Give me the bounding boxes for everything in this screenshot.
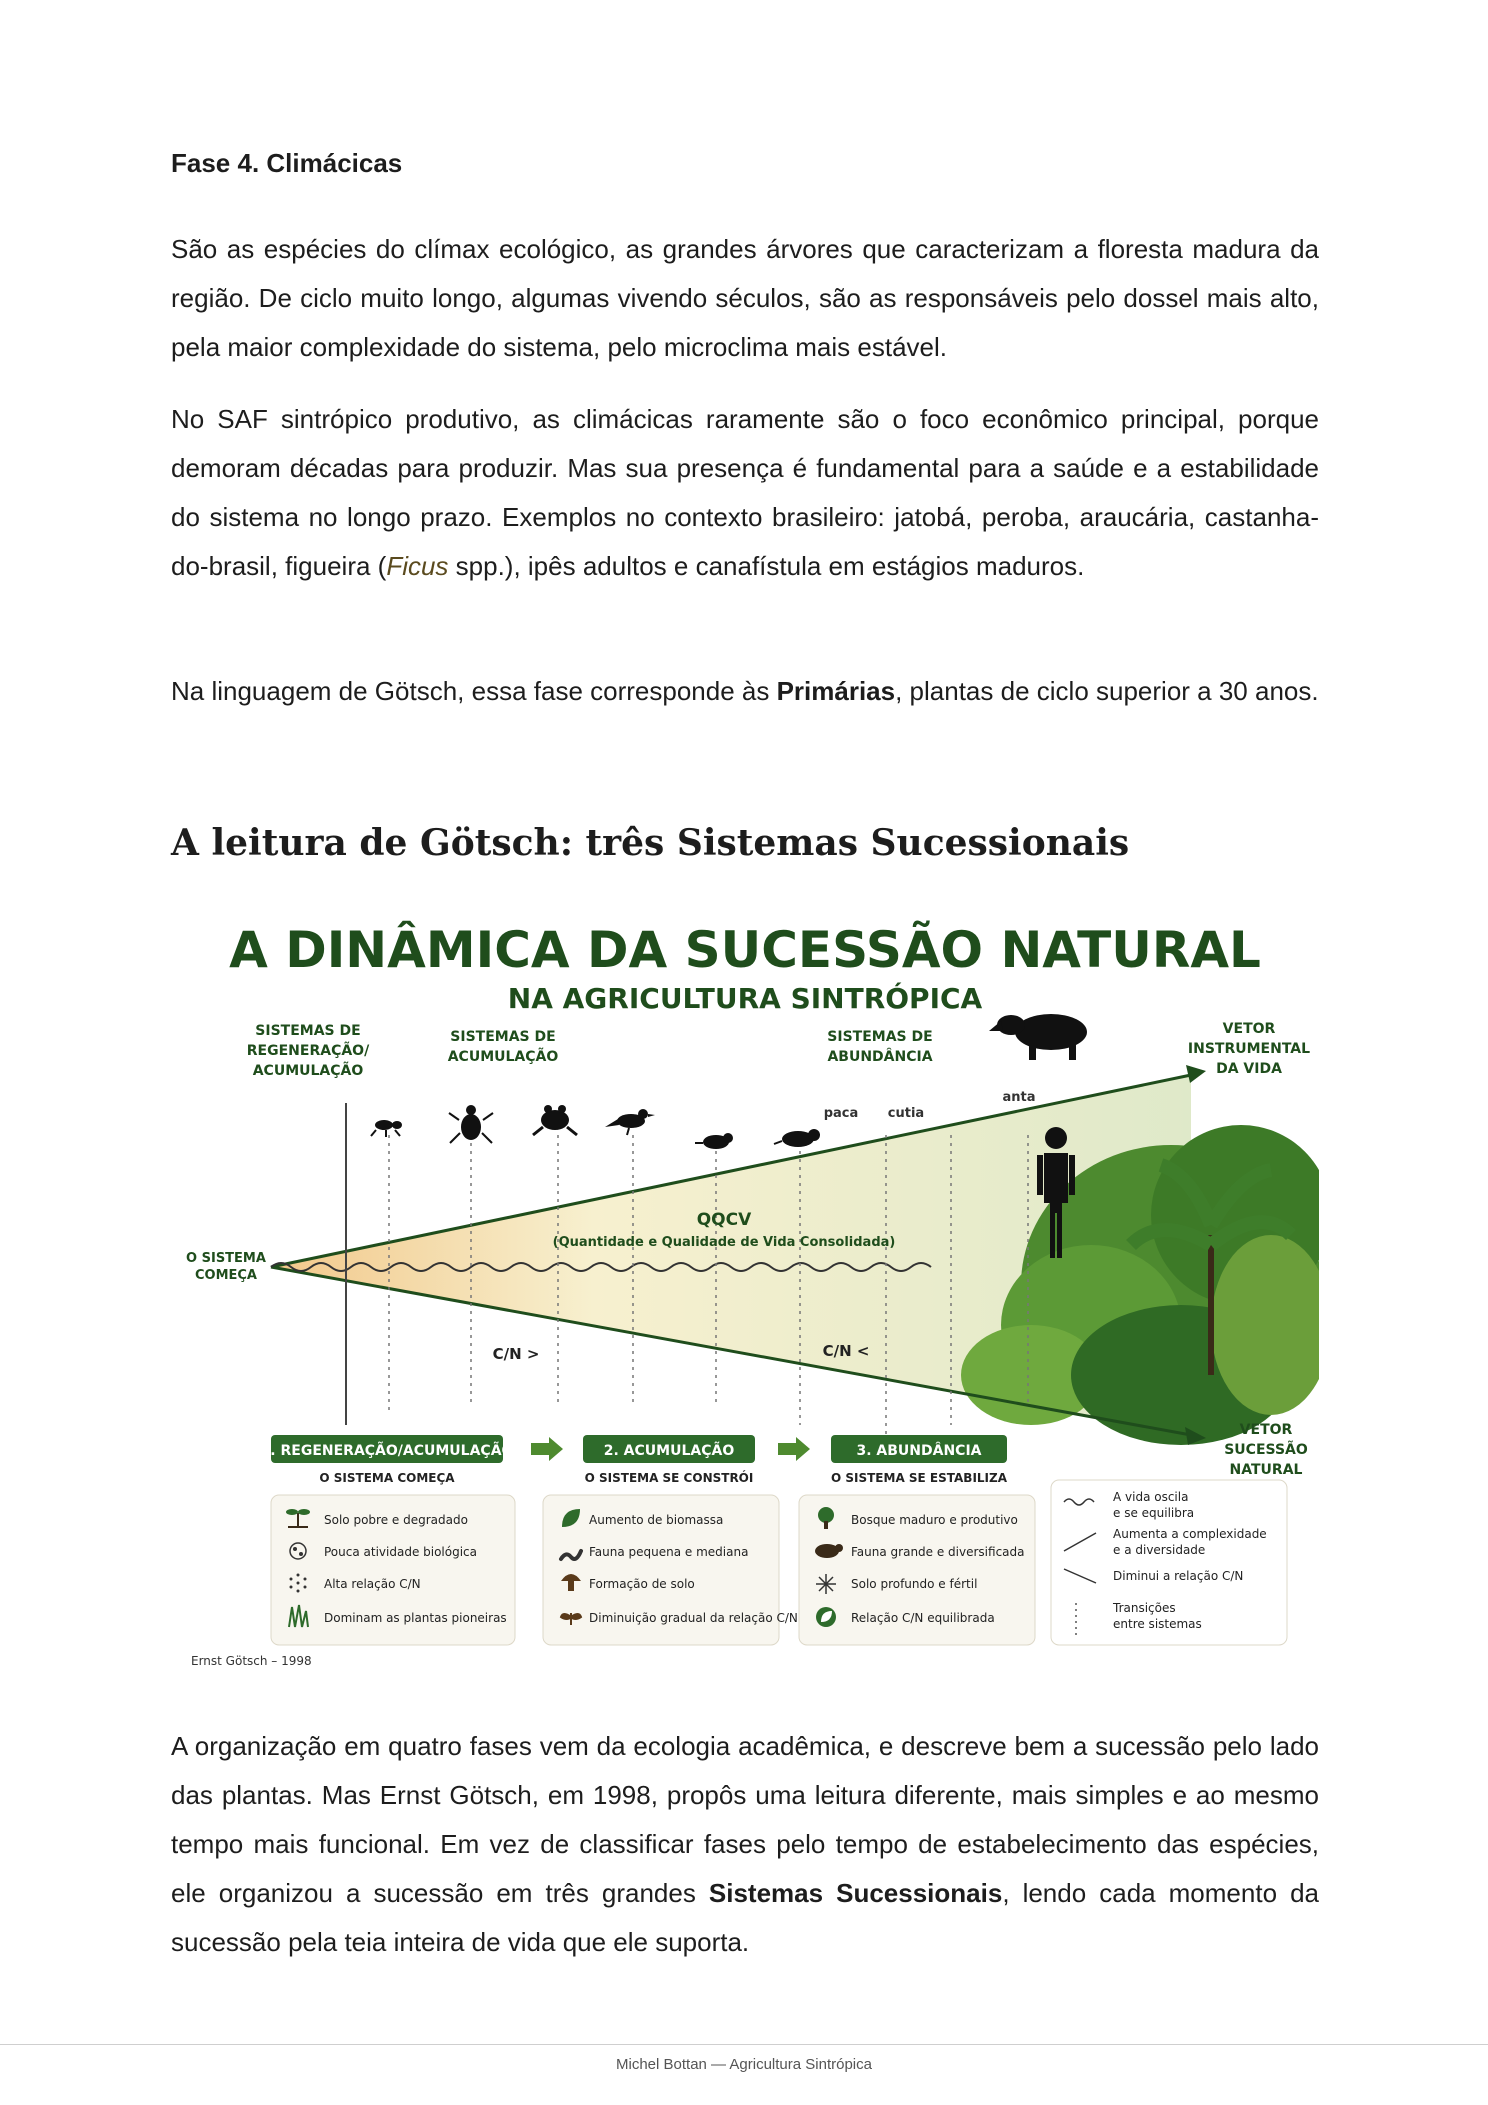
figure-title: A DINÂMICA DA SUCESSÃO NATURAL — [229, 921, 1261, 979]
label-vetor-vida-1: VETOR — [1222, 1021, 1276, 1037]
stage-3-header — [831, 1435, 1008, 1485]
label-regen-2: REGENERAÇÃO/ — [246, 1043, 370, 1059]
page-footer: Michel Bottan — Agricultura Sintrópica — [616, 2056, 872, 2073]
label-vetor-vida-2: INSTRUMENTAL — [1187, 1041, 1311, 1057]
species-name: Ficus — [386, 551, 449, 581]
cn-low-label: C/N < — [822, 1342, 870, 1360]
start-label-2: COMEÇA — [194, 1268, 258, 1283]
label-regen-1: SISTEMAS DE — [255, 1023, 361, 1039]
top-labels — [247, 1021, 1310, 1079]
text-span: spp.), ipês adultos e canafístula em estágios maduros. — [448, 551, 1085, 581]
figure-subtitle: NA AGRICULTURA SINTRÓPICA — [507, 982, 983, 1015]
qqcv-label: QQCV — [696, 1210, 752, 1230]
label-abund-2: ABUNDÂNCIA — [827, 1049, 933, 1065]
text-span: A organização em quatro fases vem da ecologia acadêmica, e descreve bem a sucessão pelo lado das plantas. Mas Ernst Götsch, em 1998, propôs uma leitura diferente, mais simples e ao mesmo tempo mais funcional. Em vez de classificar fases pelo tempo de estabelecimento das espécies, ele organizou a sucessão em três grandes — [171, 1731, 1319, 1908]
phase-paragraph-1: São as espécies do clímax ecológico, as grandes árvores que caracterizam a floresta madura da região. De ciclo muito longo, algumas vivendo séculos, são as responsáveis pelo dossel mais alto, pela maior complexidade do sistema, pelo microclima mais estável. — [171, 234, 1319, 362]
label-paca: paca — [823, 1106, 859, 1121]
label-vetor-vida-3: DA VIDA — [1216, 1061, 1282, 1077]
stage-2-subtitle: O SISTEMA SE CONSTRÓI — [584, 1471, 754, 1485]
stage-2-header — [583, 1435, 755, 1485]
bird-icon — [605, 1109, 655, 1135]
label-acum-1: SISTEMAS DE — [450, 1029, 556, 1045]
legend-item: A vida oscila — [1113, 1490, 1189, 1504]
text-span: , plantas de ciclo superior a 30 anos. — [895, 676, 1319, 706]
qqcv-sublabel: (Quantidade e Qualidade de Vida Consolidada) — [552, 1235, 896, 1250]
stage-1-item: Dominam as plantas pioneiras — [324, 1611, 507, 1625]
legend-item: e se equilibra — [1113, 1506, 1195, 1520]
ant-icon — [371, 1120, 402, 1137]
legend-item: e a diversidade — [1113, 1543, 1206, 1557]
stage-2-item: Diminuição gradual da relação C/N — [589, 1611, 798, 1625]
stage-3-item: Solo profundo e fértil — [851, 1577, 978, 1591]
stage-3-item: Fauna grande e diversificada — [851, 1545, 1025, 1559]
vetor-sucessao-2: SUCESSÃO — [1224, 1442, 1308, 1458]
legend-item: Transições — [1113, 1601, 1176, 1615]
legend-item: Aumenta a complexidade — [1113, 1527, 1267, 1541]
footer-divider — [0, 2044, 1488, 2045]
stage-2-item: Aumento de biomassa — [589, 1513, 724, 1527]
vetor-sucessao-3: NATURAL — [1229, 1462, 1303, 1478]
stage-2-item: Formação de solo — [589, 1577, 695, 1591]
sparkle-icon — [816, 1574, 836, 1594]
section-paragraph-1 — [171, 1722, 1319, 1967]
phase-title: Fase 4. Climácicas — [171, 148, 403, 178]
rodent-icon — [695, 1133, 733, 1149]
vetor-sucessao-1: VETOR — [1239, 1422, 1293, 1438]
figure-credit: Ernst Götsch – 1998 — [191, 1654, 312, 1668]
legend-item: entre sistemas — [1113, 1617, 1202, 1631]
text-span: Na linguagem de Götsch, essa fase corresponde às — [171, 676, 777, 706]
stage-3-subtitle: O SISTEMA SE ESTABILIZA — [830, 1471, 1008, 1485]
text-span: No SAF sintrópico produtivo, as climácicas raramente são o foco econômico principal, porque demoram décadas para produzir. Mas sua presença é fundamental para a saúde e a estabilidade do sistema no longo prazo. Exemplos no contexto brasileiro: jatobá, peroba, araucária, castanha-do-brasil, figueira ( — [171, 404, 1319, 581]
stage-1-title: 1. REGENERAÇÃO/ACUMULAÇÃO — [260, 1443, 514, 1459]
stage-3-title: 3. ABUNDÂNCIA — [856, 1443, 982, 1459]
start-label-1: O SISTEMA — [186, 1251, 266, 1266]
bold-term: Primárias — [776, 676, 896, 706]
stage-3-item: Bosque maduro e produtivo — [851, 1513, 1018, 1527]
stage-1-item: Pouca atividade biológica — [324, 1545, 478, 1559]
text-span: , lendo cada momento da sucessão pela teia inteira de vida que ele suporta. — [171, 1878, 1319, 1957]
stage-2-title: 2. ACUMULAÇÃO — [603, 1443, 735, 1459]
frog-icon — [533, 1105, 577, 1135]
label-cutia: cutia — [887, 1106, 925, 1121]
stage-1-header — [261, 1435, 514, 1485]
label-abund-1: SISTEMAS DE — [827, 1029, 933, 1045]
phase-paragraph-3 — [171, 667, 1319, 716]
tapir-icon — [989, 1014, 1087, 1060]
stage-3-item: Relação C/N equilibrada — [851, 1611, 995, 1625]
stage-1-item: Alta relação C/N — [324, 1577, 421, 1591]
label-acum-2: ACUMULAÇÃO — [447, 1049, 559, 1065]
stage-1-subtitle: O SISTEMA COMEÇA — [319, 1471, 455, 1485]
stage-1-item: Solo pobre e degradado — [324, 1513, 468, 1527]
arrow-right-icon — [531, 1437, 563, 1461]
small-mammal-icon — [774, 1129, 820, 1147]
section-title: A leitura de Götsch: três Sistemas Sucessionais — [171, 822, 1130, 864]
arrow-right-icon — [778, 1437, 810, 1461]
bold-term: Sistemas Sucessionais — [708, 1878, 1003, 1908]
leaf-badge-icon — [816, 1607, 836, 1627]
succession-infographic — [171, 905, 1319, 1675]
label-anta: anta — [1002, 1090, 1036, 1105]
cn-high-label: C/N > — [492, 1345, 540, 1363]
label-regen-3: ACUMULAÇÃO — [252, 1063, 364, 1079]
beetle-icon — [449, 1105, 493, 1143]
stage-2-item: Fauna pequena e mediana — [589, 1545, 749, 1559]
legend-item: Diminui a relação C/N — [1113, 1569, 1244, 1583]
phase-paragraph-2 — [171, 395, 1319, 591]
